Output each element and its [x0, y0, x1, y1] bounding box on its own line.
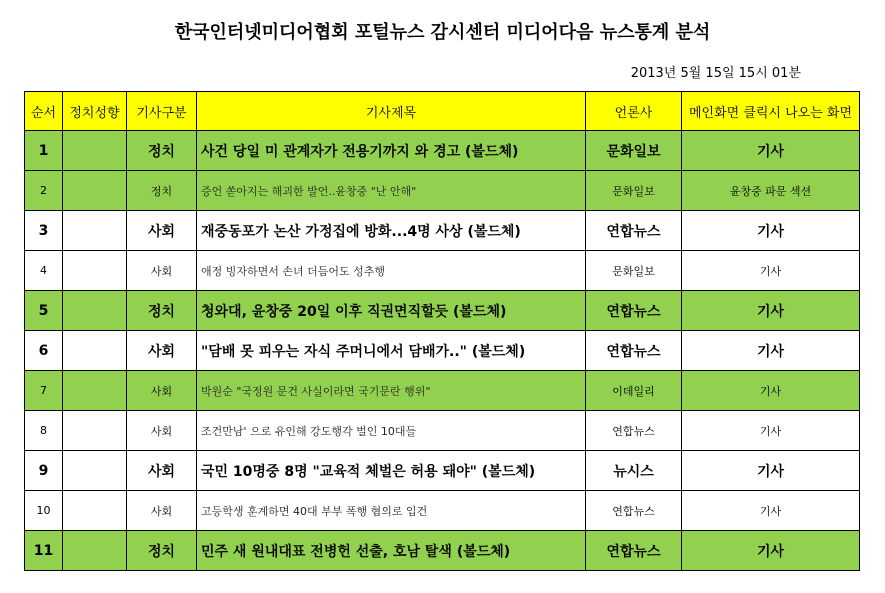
cell-outlet: 연합뉴스 [586, 291, 682, 331]
cell-category: 사회 [127, 251, 197, 291]
cell-headline: 국민 10명중 8명 "교육적 체벌은 허용 돼야" (볼드체) [197, 451, 586, 491]
cell-outlet: 뉴시스 [586, 451, 682, 491]
cell-main-screen: 기사 [682, 131, 860, 171]
cell-headline: 조건만남' 으로 유인해 강도행각 벌인 10대들 [197, 411, 586, 451]
cell-headline: 애정 빙자하면서 손녀 더듬어도 성추행 [197, 251, 586, 291]
cell-political-lean [63, 411, 127, 451]
cell-headline: 청와대, 윤창중 20일 이후 직권면직할듯 (볼드체) [197, 291, 586, 331]
cell-category: 사회 [127, 411, 197, 451]
cell-category: 사회 [127, 331, 197, 371]
cell-no: 4 [25, 251, 63, 291]
cell-no: 6 [25, 331, 63, 371]
table-row [25, 411, 860, 451]
cell-category: 정치 [127, 531, 197, 571]
table-row [25, 291, 860, 331]
table-row [25, 451, 860, 491]
cell-no: 10 [25, 491, 63, 531]
header-no: 순서 [25, 92, 63, 131]
cell-no: 11 [25, 531, 63, 571]
cell-political-lean [63, 371, 127, 411]
cell-no: 9 [25, 451, 63, 491]
cell-headline: "담배 못 피우는 자식 주머니에서 담배가.." (볼드체) [197, 331, 586, 371]
cell-outlet: 연합뉴스 [586, 331, 682, 371]
cell-outlet: 연합뉴스 [586, 531, 682, 571]
cell-no: 5 [25, 291, 63, 331]
cell-main-screen: 기사 [682, 371, 860, 411]
cell-outlet: 문화일보 [586, 131, 682, 171]
table-row [25, 491, 860, 531]
cell-political-lean [63, 251, 127, 291]
cell-main-screen: 윤창중 파문 섹션 [682, 171, 860, 211]
table-row [25, 531, 860, 571]
table-row [25, 171, 860, 211]
cell-no: 2 [25, 171, 63, 211]
table-row [25, 331, 860, 371]
cell-category: 사회 [127, 451, 197, 491]
cell-no: 7 [25, 371, 63, 411]
cell-outlet: 연합뉴스 [586, 211, 682, 251]
cell-main-screen: 기사 [682, 251, 860, 291]
header-outlet: 언론사 [586, 92, 682, 131]
header-main-screen: 메인화면 클릭시 나오는 화면 [682, 92, 860, 131]
cell-category: 사회 [127, 371, 197, 411]
cell-category: 사회 [127, 211, 197, 251]
header-headline: 기사제목 [197, 92, 586, 131]
cell-headline: 재중동포가 논산 가정집에 방화...4명 사상 (볼드체) [197, 211, 586, 251]
cell-category: 정치 [127, 131, 197, 171]
cell-outlet: 문화일보 [586, 251, 682, 291]
cell-political-lean [63, 171, 127, 211]
table-row [25, 251, 860, 291]
cell-no: 3 [25, 211, 63, 251]
cell-headline: 사건 당일 미 관계자가 전용기까지 와 경고 (볼드체) [197, 131, 586, 171]
cell-no: 8 [25, 411, 63, 451]
table-row [25, 131, 860, 171]
cell-main-screen: 기사 [682, 451, 860, 491]
cell-outlet: 연합뉴스 [586, 491, 682, 531]
cell-category: 정치 [127, 291, 197, 331]
report-timestamp: 2013년 5월 15일 15시 01분 [630, 66, 801, 81]
page-title: 한국인터넷미디어협회 포털뉴스 감시센터 미디어다음 뉴스통계 분석 [174, 22, 711, 43]
cell-main-screen: 기사 [682, 411, 860, 451]
cell-outlet: 연합뉴스 [586, 411, 682, 451]
cell-category: 정치 [127, 171, 197, 211]
cell-category: 사회 [127, 491, 197, 531]
cell-political-lean [63, 531, 127, 571]
cell-main-screen: 기사 [682, 531, 860, 571]
cell-main-screen: 기사 [682, 291, 860, 331]
cell-main-screen: 기사 [682, 211, 860, 251]
header-political-lean: 정치성향 [63, 92, 127, 131]
cell-headline: 민주 새 원내대표 전병헌 선출, 호남 탈색 (볼드체) [197, 531, 586, 571]
table-row [25, 371, 860, 411]
cell-outlet: 이데일리 [586, 371, 682, 411]
cell-no: 1 [25, 131, 63, 171]
header-category: 기사구분 [127, 92, 197, 131]
table-header-row [25, 92, 860, 131]
news-stats-table [24, 91, 860, 571]
cell-political-lean [63, 211, 127, 251]
cell-political-lean [63, 451, 127, 491]
cell-main-screen: 기사 [682, 331, 860, 371]
cell-political-lean [63, 331, 127, 371]
cell-outlet: 문화일보 [586, 171, 682, 211]
cell-headline: 증언 쏟아지는 해괴한 발언..윤창중 "난 안해" [197, 171, 586, 211]
cell-political-lean [63, 491, 127, 531]
cell-political-lean [63, 291, 127, 331]
table-row [25, 211, 860, 251]
cell-political-lean [63, 131, 127, 171]
cell-headline: 박원순 "국정원 문건 사실이라면 국기문란 행위" [197, 371, 586, 411]
cell-headline: 고등학생 훈계하면 40대 부부 폭행 혐의로 입건 [197, 491, 586, 531]
cell-main-screen: 기사 [682, 491, 860, 531]
